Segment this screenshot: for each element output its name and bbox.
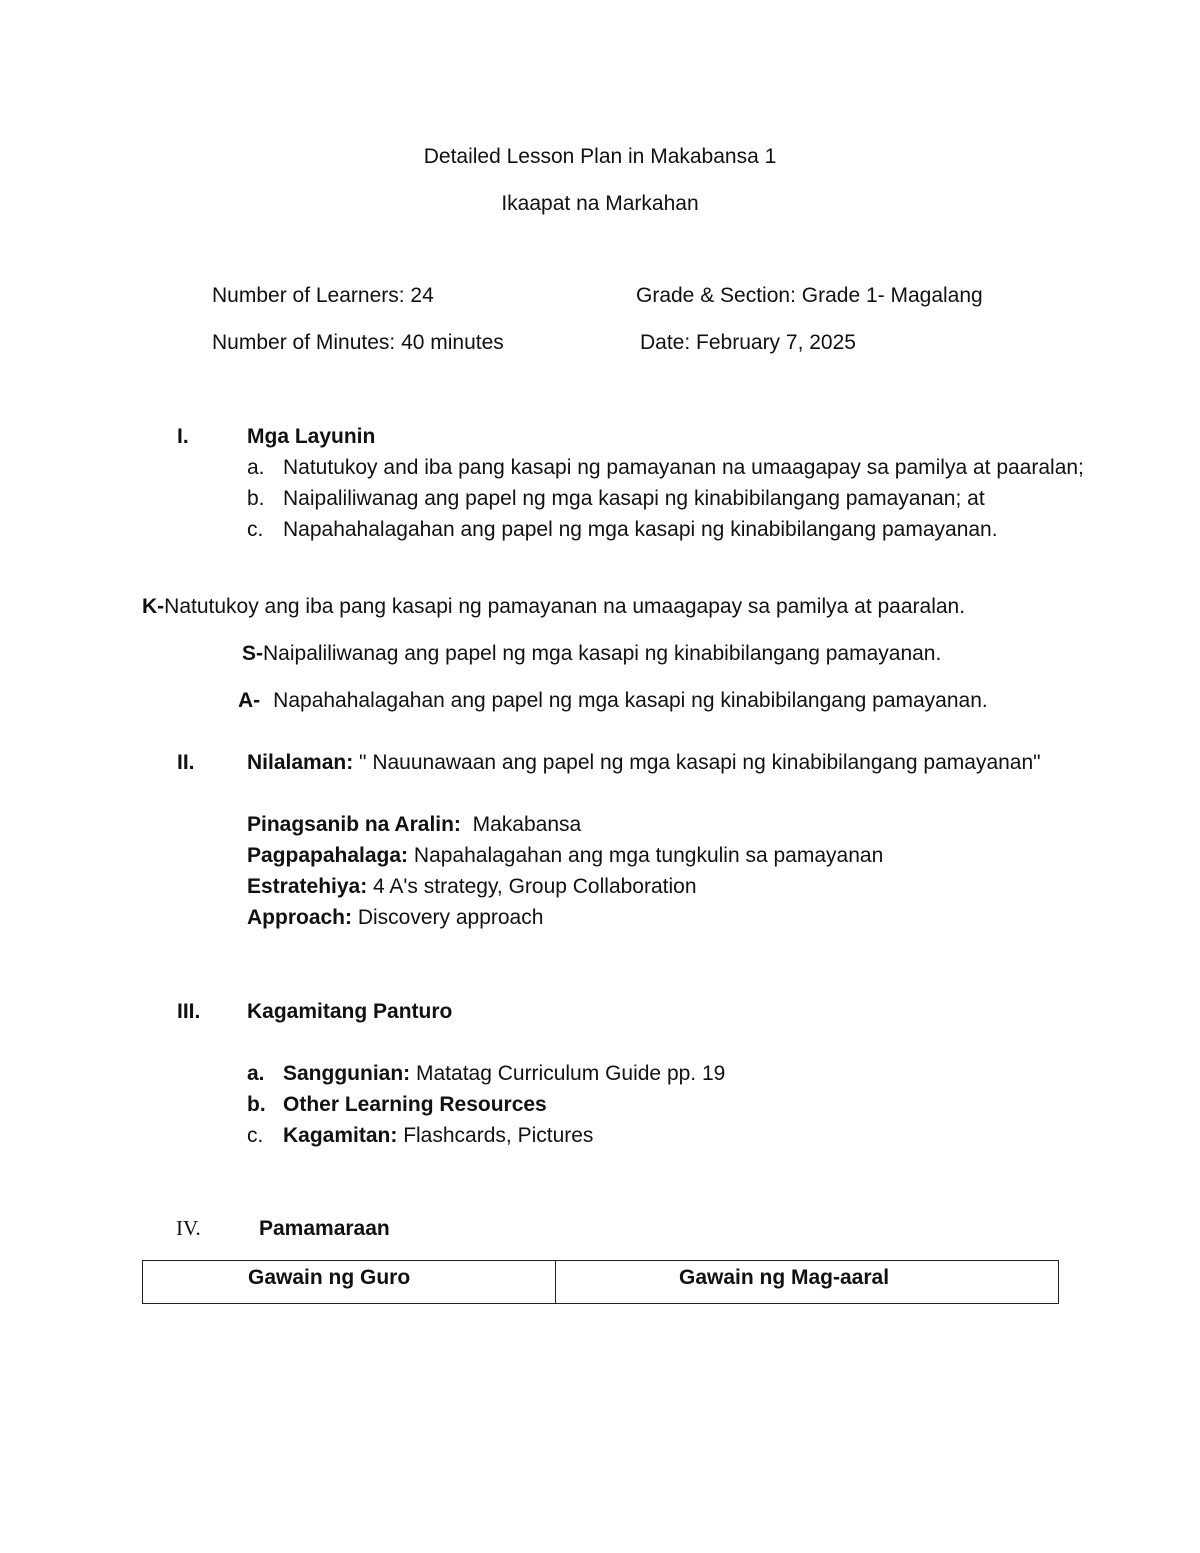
section-1-title: Mga Layunin (247, 425, 376, 448)
approach (247, 907, 543, 928)
detail-value: Makabansa (460, 813, 582, 836)
learners-count: Number of Learners: 24 (212, 284, 434, 307)
document-title: Detailed Lesson Plan in Makabansa 1 (423, 145, 777, 168)
header-student-activities: Gawain ng Mag-aaral (679, 1266, 890, 1289)
material-a (283, 1063, 725, 1084)
table-header-row (143, 1261, 1059, 1304)
detail-value: Discovery approach (352, 906, 544, 929)
table-header-cell (143, 1261, 556, 1304)
integrated-lesson (247, 814, 581, 835)
procedure-table (142, 1260, 1059, 1304)
table-header-cell (556, 1261, 1059, 1304)
detail-label: Pinagsanib na Aralin: (247, 813, 461, 836)
section-4-numeral: IV. (176, 1216, 201, 1240)
detail-label: Estratehiya: (247, 875, 368, 898)
section-4-title: Pamamaraan (259, 1217, 390, 1240)
section-3-numeral: III. (177, 1000, 201, 1023)
material-marker-a: a. (247, 1062, 265, 1085)
s-label: S- (242, 642, 263, 665)
ksa-knowledge (142, 596, 965, 617)
objective-c: Napahahalagahan ang papel ng mga kasapi ng kinabibilangang pamayanan. (283, 518, 998, 541)
a-label: A- (238, 689, 261, 712)
material-value: Flashcards, Pictures (397, 1124, 594, 1147)
material-marker-c: c. (247, 1124, 264, 1147)
section-2-title: Nilalaman: (247, 751, 354, 774)
a-text: Napahahalagahan ang papel ng mga kasapi ng kinabibilangang pamayanan. (273, 689, 988, 712)
material-label: Other Learning Resources (283, 1093, 547, 1116)
detail-value: 4 A's strategy, Group Collaboration (367, 875, 697, 898)
objective-b: Naipaliliwanag ang papel ng mga kasapi ng kinabibilangang pamayanan; at (283, 487, 985, 510)
s-text: Naipaliliwanag ang papel ng mga kasapi ng kinabibilangang pamayanan. (263, 642, 942, 665)
strategy (247, 876, 697, 897)
ksa-skill (242, 643, 941, 664)
values-focus (247, 845, 883, 866)
material-b (283, 1094, 547, 1115)
material-label: Sanggunian: (283, 1062, 411, 1085)
header-teacher-activities: Gawain ng Guro (248, 1266, 411, 1289)
section-2-title-text: " Nauunawaan ang papel ng mga kasapi ng kinabibilangang pamayanan" (353, 751, 1041, 774)
k-label: K- (142, 595, 165, 618)
document-subtitle: Ikaapat na Markahan (501, 192, 699, 215)
minutes-count: Number of Minutes: 40 minutes (212, 331, 504, 354)
material-label: Kagamitan: (283, 1124, 398, 1147)
section-2-numeral: II. (177, 751, 195, 774)
section-1-numeral: I. (177, 425, 189, 448)
grade-section: Grade & Section: Grade 1- Magalang (636, 284, 983, 307)
objective-a: Natutukoy and iba pang kasapi ng pamayanan na umaagapay sa pamilya at paaralan; (283, 456, 1084, 479)
material-value: Matatag Curriculum Guide pp. 19 (410, 1062, 726, 1085)
lesson-date: Date: February 7, 2025 (640, 331, 856, 354)
section-2-heading (247, 752, 1041, 773)
objective-marker-b: b. (247, 487, 265, 510)
detail-value: Napahalagahan ang mga tungkulin sa pamayanan (408, 844, 884, 867)
material-c (283, 1125, 593, 1146)
detail-label: Approach: (247, 906, 352, 929)
material-marker-b: b. (247, 1093, 266, 1116)
section-3-title: Kagamitang Panturo (247, 1000, 453, 1023)
ksa-attitude (238, 690, 988, 711)
k-text: Natutukoy ang iba pang kasapi ng pamayanan na umaagapay sa pamilya at paaralan. (164, 595, 966, 618)
detail-label: Pagpapahalaga: (247, 844, 409, 867)
objective-marker-c: c. (247, 518, 264, 541)
objective-marker-a: a. (247, 456, 265, 479)
